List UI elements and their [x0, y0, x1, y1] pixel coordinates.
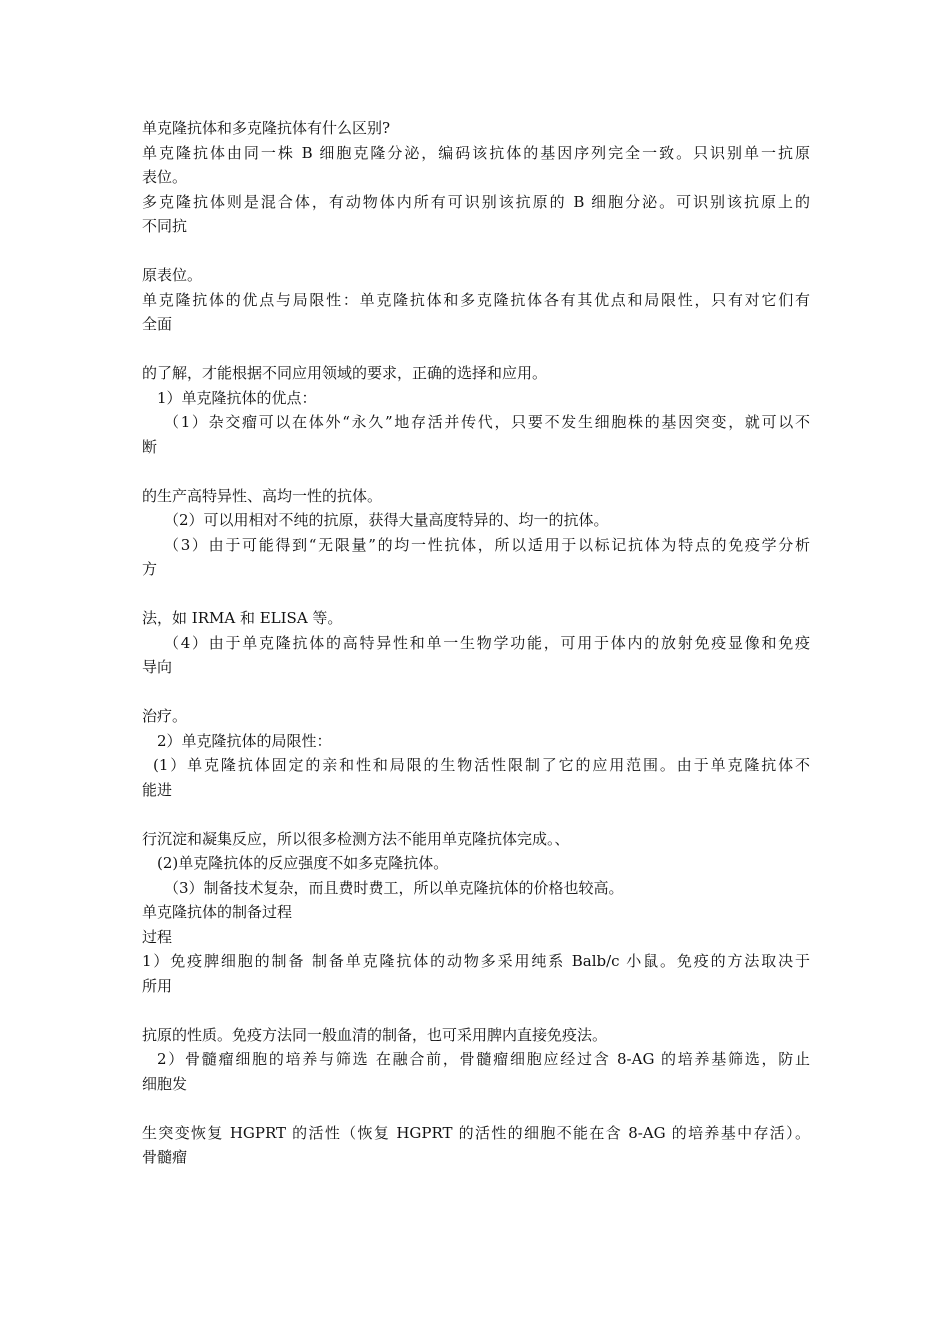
text-line: 所用 — [142, 976, 173, 995]
text-line: 生突变恢复 HGPRT 的活性（恢复 HGPRT 的活性的细胞不能在含 8-AG 的培养基中存活）。 — [142, 1123, 810, 1142]
line-gap — [142, 998, 810, 1023]
section-heading: 单克隆抗体的制备过程 — [142, 903, 293, 921]
line-gap — [142, 680, 810, 705]
text-line: 抗原的性质。免疫方法同一般血清的制备，也可采用脾内直接免疫法。 — [142, 1025, 608, 1044]
text-line: 全面 — [142, 315, 173, 333]
text-line: 法，如 IRMA 和 ELISA 等。 — [142, 609, 343, 627]
text-line: （1）杂交瘤可以在体外“永久”地存活并传代，只要不发生细胞株的基因突变，就可以不 — [164, 413, 810, 431]
question-heading: 单克隆抗体和多克隆抗体有什么区别? — [142, 119, 391, 137]
text-line: （3）由于可能得到“无限量”的均一性抗体，所以适用于以标记抗体为特点的免疫学分析 — [164, 535, 810, 554]
text-line: 细胞发 — [142, 1074, 188, 1093]
line-gap — [142, 459, 810, 484]
line-gap — [142, 1096, 810, 1121]
text-line: 表位。 — [142, 168, 188, 186]
text-line: (1）单克隆抗体固定的亲和性和局限的生物活性限制了它的应用范围。由于单克隆抗体不 — [153, 756, 810, 774]
text-line: 治疗。 — [142, 707, 188, 725]
text-line: 能进 — [142, 780, 173, 799]
text-line: （2）可以用相对不纯的抗原，获得大量高度特异的、均一的抗体。 — [164, 511, 609, 529]
text-line: 1）免疫脾细胞的制备 制备单克隆抗体的动物多采用纯系 Balb/c 小鼠。免疫的方法取决于 — [142, 952, 810, 970]
section-heading: 1）单克隆抗体的优点： — [157, 388, 317, 407]
text-line: 断 — [142, 437, 158, 456]
line-gap — [142, 802, 810, 827]
text-line: (2)单克隆抗体的反应强度不如多克隆抗体。 — [157, 854, 449, 872]
text-line: 行沉淀和凝集反应，所以很多检测方法不能用单克隆抗体完成。、 — [142, 829, 570, 848]
section-heading: 过程 — [142, 927, 173, 946]
line-gap — [142, 582, 810, 607]
text-line: 单克隆抗体的优点与局限性：单克隆抗体和多克隆抗体各有其优点和局限性，只有对它们有 — [142, 290, 810, 309]
section-heading: 2）单克隆抗体的局限性： — [157, 731, 332, 750]
text-line: （4）由于单克隆抗体的高特异性和单一生物学功能，可用于体内的放射免疫显像和免疫 — [164, 633, 810, 652]
text-line: 不同抗 — [142, 217, 188, 235]
text-line: 的生产高特异性、高均一性的抗体。 — [142, 486, 383, 505]
text-line: 2）骨髓瘤细胞的培养与筛选 在融合前，骨髓瘤细胞应经过含 8-AG 的培养基筛选，防止 — [157, 1050, 810, 1068]
text-line: 单克隆抗体由同一株 B 细胞克隆分泌，编码该抗体的基因序列完全一致。只识别单一抗原 — [142, 143, 810, 162]
document-body — [142, 116, 810, 1170]
text-line: 原表位。 — [142, 266, 203, 284]
text-line: 导向 — [142, 658, 173, 676]
text-line: （3）制备技术复杂，而且费时费工，所以单克隆抗体的价格也较高。 — [164, 878, 624, 897]
text-line: 的了解，才能根据不同应用领域的要求，正确的选择和应用。 — [142, 364, 548, 382]
line-gap — [142, 239, 810, 264]
line-gap — [142, 337, 810, 362]
text-line: 骨髓瘤 — [142, 1148, 188, 1166]
text-line: 多克隆抗体则是混合体，有动物体内所有可识别该抗原的 B 细胞分泌。可识别该抗原上的 — [142, 192, 810, 211]
text-line: 方 — [142, 560, 158, 578]
